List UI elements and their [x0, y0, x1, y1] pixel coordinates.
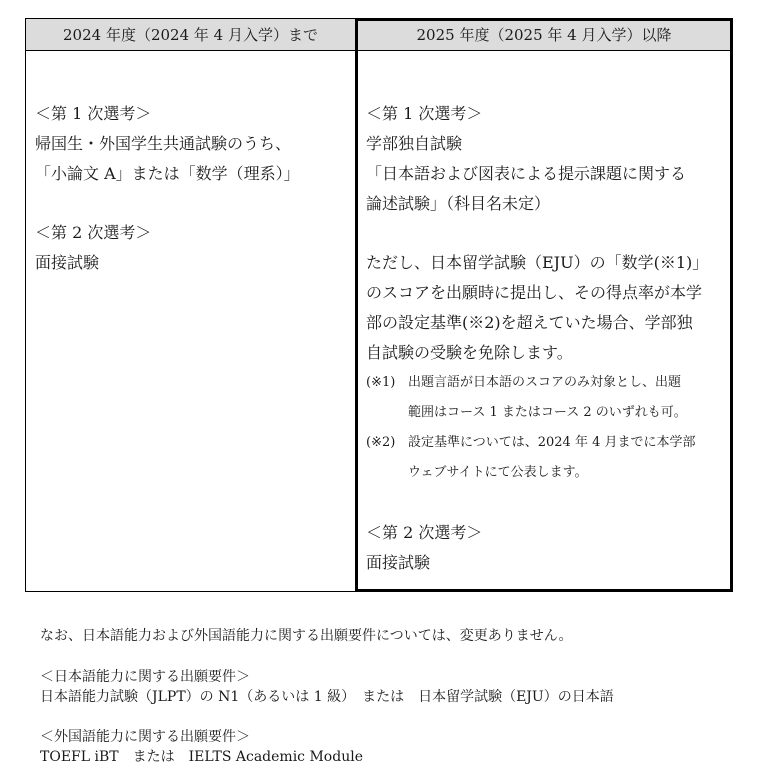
right-exemption-line: 自試験の受験を免除します。 [366, 343, 573, 362]
jp-requirement-heading: ＜日本語能力に関する出願要件＞ [40, 669, 250, 685]
note-text: 設定基準については、2024 年 4 月までに本学部 [408, 435, 696, 450]
note-text: ウェブサイトにて公表します。 [408, 465, 588, 480]
right-stage1-heading: ＜第 1 次選考＞ [366, 104, 483, 123]
note-text: 出題言語が日本語のスコアのみ対象とし、出題 [408, 375, 682, 390]
right-column-body [355, 50, 733, 592]
right-stage2-heading: ＜第 2 次選考＞ [366, 523, 483, 542]
left-stage1-line: 帰国生・外国学生共通試験のうち、 [35, 134, 292, 153]
footer-note: なお、日本語能力および外国語能力に関する出願要件については、変更ありません。 [40, 628, 573, 644]
right-exemption-line: ただし、日本留学試験（EJU）の「数学(※1)」 [366, 253, 709, 272]
left-stage1-line: 「小論文 A」または「数学（理系）」 [35, 164, 300, 183]
note-mark: (※2) [366, 435, 396, 450]
right-column-header: 2025 年度（2025 年 4 月入学）以降 [355, 18, 733, 51]
left-stage2-heading: ＜第 2 次選考＞ [35, 223, 152, 242]
note-text: 範囲はコース 1 またはコース 2 のいずれも可。 [408, 405, 687, 420]
comparison-table [25, 18, 733, 592]
right-exemption-line: のスコアを出願時に提出し、その得点率が本学 [366, 283, 703, 302]
right-stage1-line: 論述試験」（科目名未定） [366, 194, 551, 213]
right-exemption-line: 部の設定基準(※2)を超えていた場合、学部独 [366, 313, 693, 332]
jp-requirement-text: 日本語能力試験（JLPT）の N1（あるいは 1 級） または 日本留学試験（EJU）の日本語 [40, 689, 614, 705]
left-column-header: 2024 年度（2024 年 4 月入学）まで [25, 18, 356, 51]
right-stage1-line: 学部独自試験 [366, 134, 463, 153]
right-stage1-line: 「日本語および図表による提示課題に関する [366, 164, 687, 183]
left-stage2-line: 面接試験 [35, 253, 100, 272]
left-column-body [25, 50, 356, 592]
note-mark: (※1) [366, 375, 396, 390]
fl-requirement-text: TOEFL iBT または IELTS Academic Module [40, 749, 363, 765]
right-stage2-line: 面接試験 [366, 553, 431, 572]
left-stage1-heading: ＜第 1 次選考＞ [35, 104, 152, 123]
fl-requirement-heading: ＜外国語能力に関する出願要件＞ [40, 729, 250, 745]
